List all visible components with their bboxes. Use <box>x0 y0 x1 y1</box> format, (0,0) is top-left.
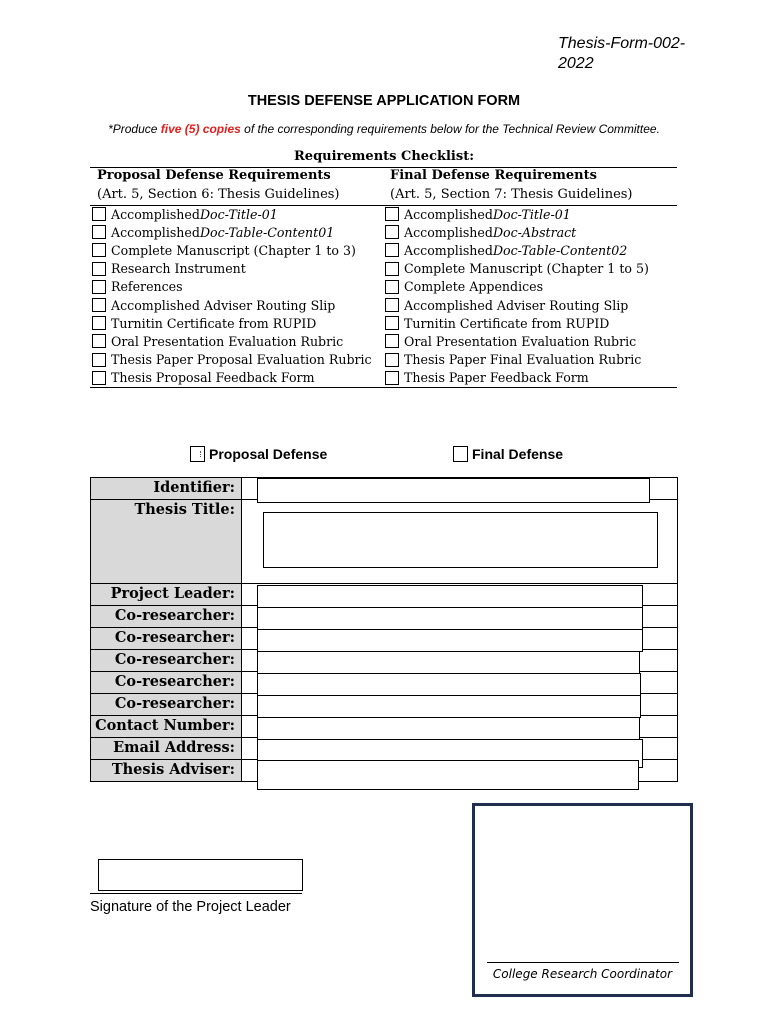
requirement-checkbox[interactable] <box>92 280 106 294</box>
co-researcher-field[interactable] <box>257 629 643 652</box>
requirement-text: References <box>111 279 183 295</box>
final-subheading: (Art. 5, Section 7: Thesis Guidelines) <box>390 187 633 202</box>
final-defense-label: Final Defense <box>472 446 564 462</box>
signature-line <box>90 893 302 894</box>
requirement-checkbox[interactable] <box>92 316 106 330</box>
co-researcher-field[interactable] <box>257 651 640 674</box>
requirement-text: Accomplished <box>404 206 493 222</box>
final-heading: Final Defense Requirements <box>390 168 597 183</box>
final-requirement-item[interactable] <box>385 205 649 223</box>
proposal-requirement-item[interactable] <box>92 241 372 259</box>
email-address-label: Email Address: <box>91 738 242 760</box>
final-defense-checkbox[interactable] <box>453 446 468 462</box>
proposal-requirement-item[interactable] <box>92 332 372 350</box>
note-highlight: five (5) copies <box>160 122 241 136</box>
proposal-requirement-item[interactable] <box>92 314 372 332</box>
project-leader-field[interactable] <box>257 585 643 608</box>
co-researcher-label: Co-researcher: <box>91 694 242 716</box>
proposal-requirement-item[interactable] <box>92 296 372 314</box>
form-code: Thesis-Form-002-2022 <box>558 35 686 72</box>
contact-number-label: Contact Number: <box>91 716 242 738</box>
thesis-adviser-field[interactable] <box>257 760 639 790</box>
requirement-checkbox[interactable] <box>92 243 106 257</box>
proposal-heading: Proposal Defense Requirements <box>97 168 331 183</box>
requirement-text: Complete Appendices <box>404 279 544 295</box>
requirement-checkbox[interactable] <box>92 334 106 348</box>
note-prefix: *Produce <box>108 122 161 136</box>
requirement-text: Accomplished <box>111 206 200 222</box>
note-suffix: of the corresponding requirements below for the Technical Review Committee. <box>240 122 660 136</box>
proposal-requirements-list <box>92 205 372 387</box>
requirement-text: Oral Presentation Evaluation Rubric <box>404 333 637 349</box>
co-researcher-field[interactable] <box>257 673 641 696</box>
requirement-checkbox[interactable] <box>385 262 399 276</box>
co-researcher-field[interactable] <box>257 695 641 718</box>
co-researcher-label: Co-researcher: <box>91 628 242 650</box>
co-researcher-label: Co-researcher: <box>91 606 242 628</box>
requirement-text: Complete Manuscript (Chapter 1 to 5) <box>404 261 649 277</box>
proposal-requirement-item[interactable] <box>92 278 372 296</box>
requirement-checkbox[interactable] <box>385 298 399 312</box>
checklist-title: Requirements Checklist: <box>294 149 474 164</box>
requirement-checkbox[interactable] <box>92 207 106 221</box>
requirement-checkbox[interactable] <box>92 353 106 367</box>
identifier-field[interactable] <box>257 478 650 503</box>
signature-field[interactable] <box>98 859 303 891</box>
requirement-checkbox[interactable] <box>92 298 106 312</box>
thesis-adviser-label: Thesis Adviser: <box>91 760 242 782</box>
final-requirement-item[interactable] <box>385 223 649 241</box>
final-requirement-item[interactable] <box>385 369 649 387</box>
requirement-text: Turnitin Certificate from RUPID <box>111 315 317 331</box>
signature-label: Signature of the Project Leader <box>90 899 291 915</box>
requirement-text: Turnitin Certificate from RUPID <box>404 315 610 331</box>
requirement-checkbox[interactable] <box>92 371 106 385</box>
requirement-checkbox[interactable] <box>385 334 399 348</box>
final-requirement-item[interactable] <box>385 332 649 350</box>
requirement-checkbox[interactable] <box>385 280 399 294</box>
coordinator-label: College Research Coordinator <box>492 967 673 981</box>
requirement-checkbox[interactable] <box>385 207 399 221</box>
checklist-bottom-rule <box>90 387 677 388</box>
proposal-defense-checkbox[interactable] <box>190 446 205 462</box>
requirement-doc-code: Doc-Table-Content01 <box>199 224 335 240</box>
requirement-text: Accomplished Adviser Routing Slip <box>404 297 629 313</box>
final-requirement-item[interactable] <box>385 260 649 278</box>
co-researcher-label: Co-researcher: <box>91 672 242 694</box>
proposal-requirement-item[interactable] <box>92 205 372 223</box>
identifier-label: Identifier: <box>91 478 242 500</box>
thesis-title-label: Thesis Title: <box>91 500 242 584</box>
final-requirements-list <box>385 205 649 387</box>
proposal-defense-label: Proposal Defense <box>209 446 328 462</box>
requirement-text: Accomplished Adviser Routing Slip <box>111 297 336 313</box>
requirement-checkbox[interactable] <box>385 316 399 330</box>
requirement-doc-code: Doc-Title-01 <box>492 206 571 222</box>
co-researcher-field[interactable] <box>257 607 643 630</box>
proposal-requirement-item[interactable] <box>92 351 372 369</box>
project-leader-label: Project Leader: <box>91 584 242 606</box>
co-researcher-label: Co-researcher: <box>91 650 242 672</box>
final-requirement-item[interactable] <box>385 296 649 314</box>
proposal-requirement-item[interactable] <box>92 260 372 278</box>
requirement-text: Thesis Paper Proposal Evaluation Rubric <box>111 352 372 368</box>
requirement-text: Oral Presentation Evaluation Rubric <box>111 333 344 349</box>
proposal-subheading: (Art. 5, Section 6: Thesis Guidelines) <box>97 187 340 202</box>
requirement-doc-code: Doc-Title-01 <box>199 206 278 222</box>
requirement-text: Accomplished <box>404 224 493 240</box>
final-defense-option[interactable] <box>453 446 563 462</box>
proposal-requirement-item[interactable] <box>92 223 372 241</box>
requirement-text: Thesis Paper Final Evaluation Rubric <box>404 352 642 368</box>
requirement-checkbox[interactable] <box>92 225 106 239</box>
coordinator-signature-line <box>487 962 679 963</box>
final-requirement-item[interactable] <box>385 314 649 332</box>
proposal-defense-option[interactable] <box>190 446 327 462</box>
requirement-text: Thesis Proposal Feedback Form <box>111 370 315 386</box>
requirement-checkbox[interactable] <box>385 353 399 367</box>
final-requirement-item[interactable] <box>385 278 649 296</box>
requirement-doc-code: Doc-Abstract <box>492 224 577 240</box>
requirement-text: Research Instrument <box>111 261 246 277</box>
requirement-doc-code: Doc-Table-Content02 <box>492 242 628 258</box>
requirement-checkbox[interactable] <box>385 243 399 257</box>
requirement-text: Complete Manuscript (Chapter 1 to 3) <box>111 242 356 258</box>
requirement-checkbox[interactable] <box>385 225 399 239</box>
final-requirement-item[interactable] <box>385 351 649 369</box>
requirement-checkbox[interactable] <box>92 262 106 276</box>
requirement-checkbox[interactable] <box>385 371 399 385</box>
thesis-title-field[interactable] <box>263 512 658 568</box>
copies-note <box>0 122 768 136</box>
final-requirement-item[interactable] <box>385 241 649 259</box>
contact-number-field[interactable] <box>257 717 640 740</box>
requirement-text: Accomplished <box>404 242 493 258</box>
proposal-requirement-item[interactable] <box>92 369 372 387</box>
requirement-text: Accomplished <box>111 224 200 240</box>
page-title: THESIS DEFENSE APPLICATION FORM <box>247 93 521 109</box>
requirement-text: Thesis Paper Feedback Form <box>404 370 589 386</box>
